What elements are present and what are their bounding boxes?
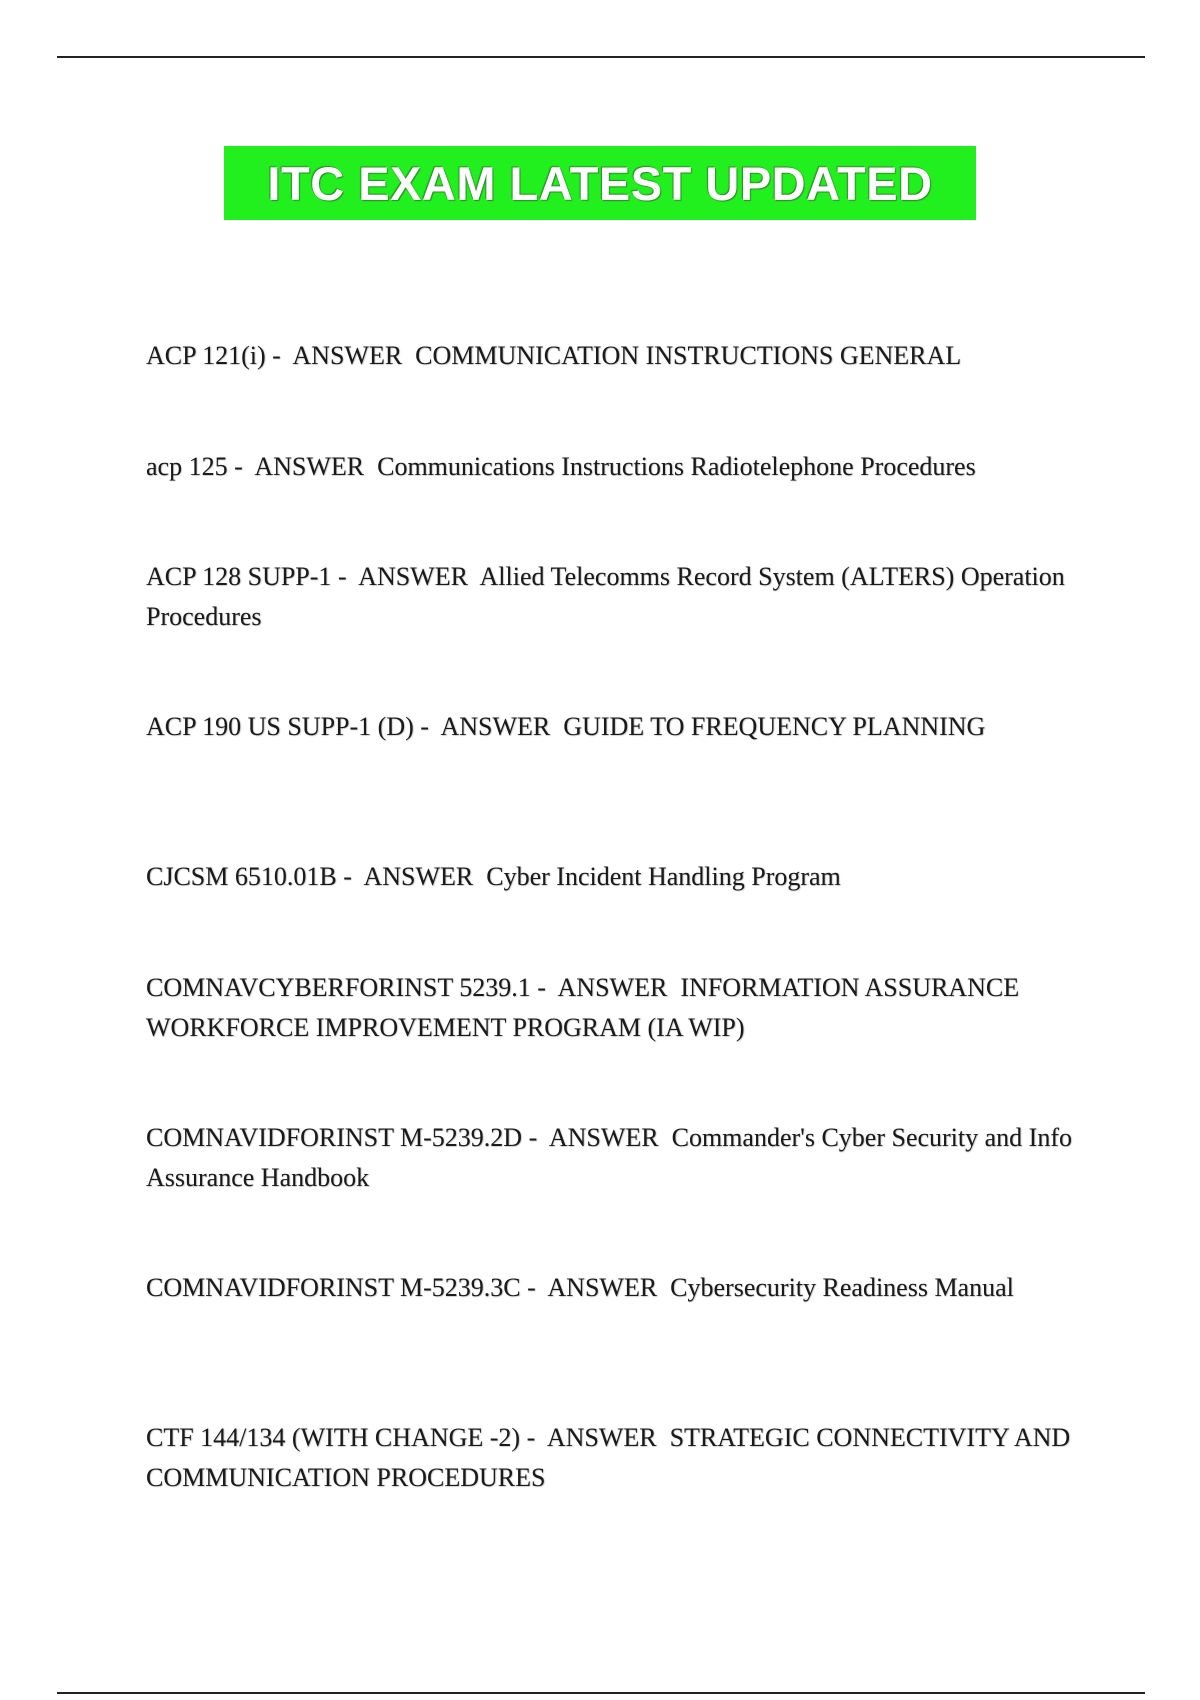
answer-keyword: ANSWER: [358, 562, 468, 591]
entry-term: COMNAVIDFORINST M-5239.3C: [146, 1273, 521, 1302]
answer-keyword: ANSWER: [440, 712, 551, 741]
list-item: CJCSM 6510.01B - ANSWER Cyber Incident Handling Program: [146, 862, 841, 891]
entry-term: ACP 190 US SUPP-1 (D): [146, 712, 414, 741]
entry-answer: Cyber Incident Handling Program: [486, 862, 841, 891]
list-item: ACP 128 SUPP-1 - ANSWER Allied Telecomms Record System (ALTERS) Operation Procedures: [146, 562, 1065, 631]
answer-keyword: ANSWER: [292, 341, 403, 370]
list-item: CTF 144/134 (WITH CHANGE -2) - ANSWER STRATEGIC CONNECTIVITY AND COMMUNICATION PROCEDURES: [146, 1423, 1071, 1492]
entry-term: CTF 144/134 (WITH CHANGE -2): [146, 1423, 521, 1452]
answer-keyword: ANSWER: [547, 1273, 658, 1302]
list-item: COMNAVCYBERFORINST 5239.1 - ANSWER INFORMATION ASSURANCE WORKFORCE IMPROVEMENT PROGRAM (IA WIP): [146, 973, 1020, 1042]
entry-answer: Allied Telecomms Record System (ALTERS) Operation Procedures: [146, 562, 1065, 631]
entry-term: ACP 121(i): [146, 341, 266, 370]
list-item: COMNAVIDFORINST M-5239.3C - ANSWER Cybersecurity Readiness Manual: [146, 1273, 1014, 1302]
entry-answer: Cybersecurity Readiness Manual: [670, 1273, 1014, 1302]
title-banner: [224, 146, 976, 220]
entry-term: acp 125: [146, 452, 228, 481]
answer-keyword: ANSWER: [548, 1123, 659, 1152]
answer-keyword: ANSWER: [546, 1423, 657, 1452]
list-item: acp 125 - ANSWER Communications Instructions Radiotelephone Procedures: [146, 452, 976, 481]
answer-keyword: ANSWER: [254, 452, 365, 481]
entry-answer: STRATEGIC CONNECTIVITY AND COMMUNICATION PROCEDURES: [146, 1423, 1071, 1492]
list-item: COMNAVIDFORINST M-5239.2D - ANSWER Commander's Cyber Security and Info Assurance Handbook: [146, 1123, 1072, 1192]
answer-keyword: ANSWER: [363, 862, 474, 891]
top-rule: [57, 56, 1145, 58]
answer-keyword: ANSWER: [557, 973, 668, 1002]
entry-term: COMNAVIDFORINST M-5239.2D: [146, 1123, 523, 1152]
entry-answer: GUIDE TO FREQUENCY PLANNING: [563, 712, 986, 741]
entry-term: COMNAVCYBERFORINST 5239.1: [146, 973, 531, 1002]
document-title: ITC EXAM LATEST UPDATED: [267, 156, 933, 210]
entry-term: ACP 128 SUPP-1: [146, 562, 332, 591]
bottom-rule: [57, 1692, 1145, 1694]
entry-answer: Communications Instructions Radiotelephone Procedures: [377, 452, 976, 481]
entry-term: CJCSM 6510.01B: [146, 862, 337, 891]
entry-answer: Commander's Cyber Security and Info Assurance Handbook: [146, 1123, 1072, 1192]
entry-answer: INFORMATION ASSURANCE WORKFORCE IMPROVEMENT PROGRAM (IA WIP): [146, 973, 1020, 1042]
list-item: ACP 121(i) - ANSWER COMMUNICATION INSTRUCTIONS GENERAL: [146, 341, 962, 370]
list-item: ACP 190 US SUPP-1 (D) - ANSWER GUIDE TO FREQUENCY PLANNING: [146, 712, 986, 741]
entry-answer: COMMUNICATION INSTRUCTIONS GENERAL: [415, 341, 962, 370]
